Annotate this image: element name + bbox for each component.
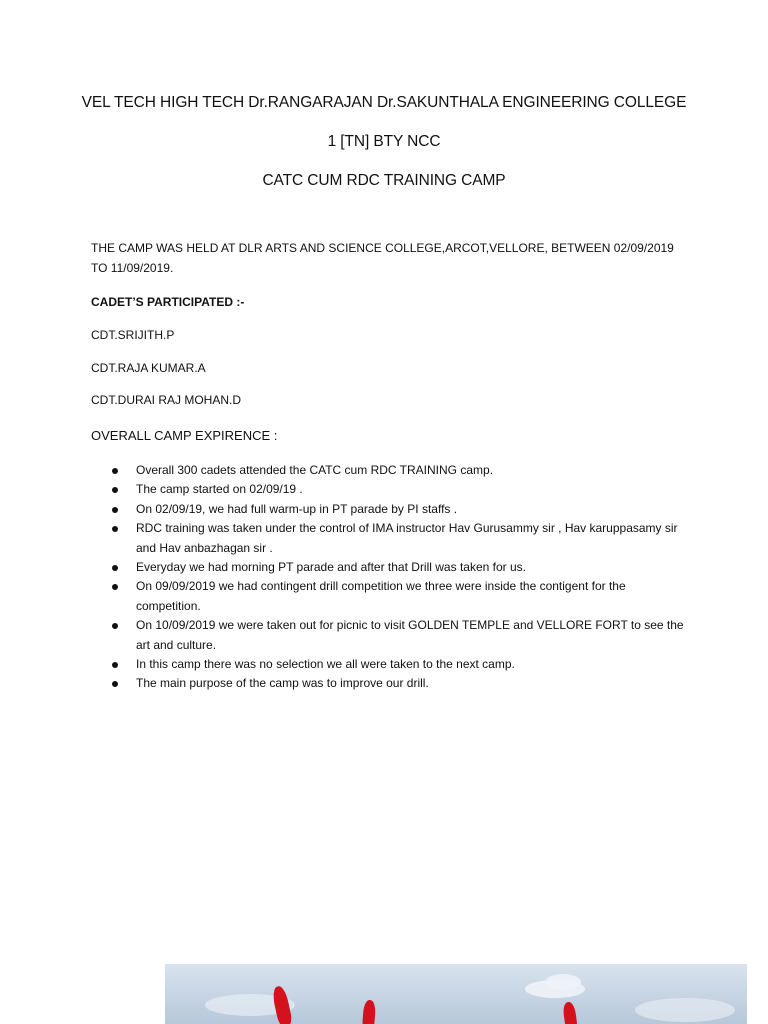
list-item <box>110 461 690 480</box>
list-item-text: The camp started on 02/09/19 . <box>136 482 303 497</box>
bullet-icon <box>112 468 118 474</box>
bullet-icon <box>112 526 118 532</box>
list-item-text: Overall 300 cadets attended the CATC cum RDC TRAINING camp. <box>136 463 494 477</box>
list-item <box>110 577 690 616</box>
list-item-text: On 02/09/19, we had full warm-up in PT parade by PI staffs . <box>136 501 458 516</box>
cloud-shape <box>635 998 735 1022</box>
red-plume-shape <box>362 1000 376 1024</box>
list-item-text: On 10/09/2019 we were taken out for picnic to visit GOLDEN TEMPLE and VELLORE FORT to see the art and culture. <box>136 618 684 652</box>
college-title: VEL TECH HIGH TECH Dr.RANGARAJAN Dr.SAKUNTHALA ENGINEERING COLLEGE <box>81 94 687 111</box>
bullet-icon <box>112 584 118 590</box>
list-item-text: RDC training was taken under the control of IMA instructor Hav Gurusammy sir , Hav karuppasamy sir and Hav anbazhagan sir . <box>136 521 678 555</box>
list-item-text: In this camp there was no selection we all were taken to the next camp. <box>136 657 515 672</box>
bullet-icon <box>112 623 118 629</box>
list-item-text: On 09/09/2019 we had contingent drill competition we three were inside the contigent for the competition. <box>136 579 626 613</box>
list-item <box>110 558 690 577</box>
cadet-name: CDT.RAJA KUMAR.A <box>91 361 206 375</box>
cadet-name: CDT.DURAI RAJ MOHAN.D <box>91 393 242 407</box>
experience-list <box>110 461 690 694</box>
list-item <box>110 655 690 674</box>
list-item <box>110 480 690 499</box>
bullet-icon <box>112 662 118 668</box>
bullet-icon <box>112 507 118 513</box>
unit-title: 1 [TN] BTY NCC <box>327 133 441 150</box>
experience-heading: OVERALL CAMP EXPIRENCE : <box>91 428 278 443</box>
list-item-text: The main purpose of the camp was to improve our drill. <box>136 676 429 691</box>
bullet-icon <box>112 681 118 687</box>
bullet-icon <box>112 565 118 571</box>
list-item <box>110 674 690 693</box>
red-plume-shape <box>562 1001 578 1024</box>
list-item-text: Everyday we had morning PT parade and after that Drill was taken for us. <box>136 560 526 575</box>
list-item <box>110 500 690 519</box>
camp-photo <box>165 964 747 1024</box>
intro-paragraph: THE CAMP WAS HELD AT DLR ARTS AND SCIENCE COLLEGE,ARCOT,VELLORE, BETWEEN 02/09/2019 TO 11/09/2019. <box>91 241 674 275</box>
cloud-shape <box>545 974 581 990</box>
camp-title: CATC CUM RDC TRAINING CAMP <box>262 172 506 189</box>
bullet-icon <box>112 487 118 493</box>
list-item <box>110 519 690 558</box>
cadets-heading: CADET’S PARTICIPATED :- <box>91 295 245 309</box>
cadet-name: CDT.SRIJITH.P <box>91 328 175 342</box>
list-item <box>110 616 690 655</box>
